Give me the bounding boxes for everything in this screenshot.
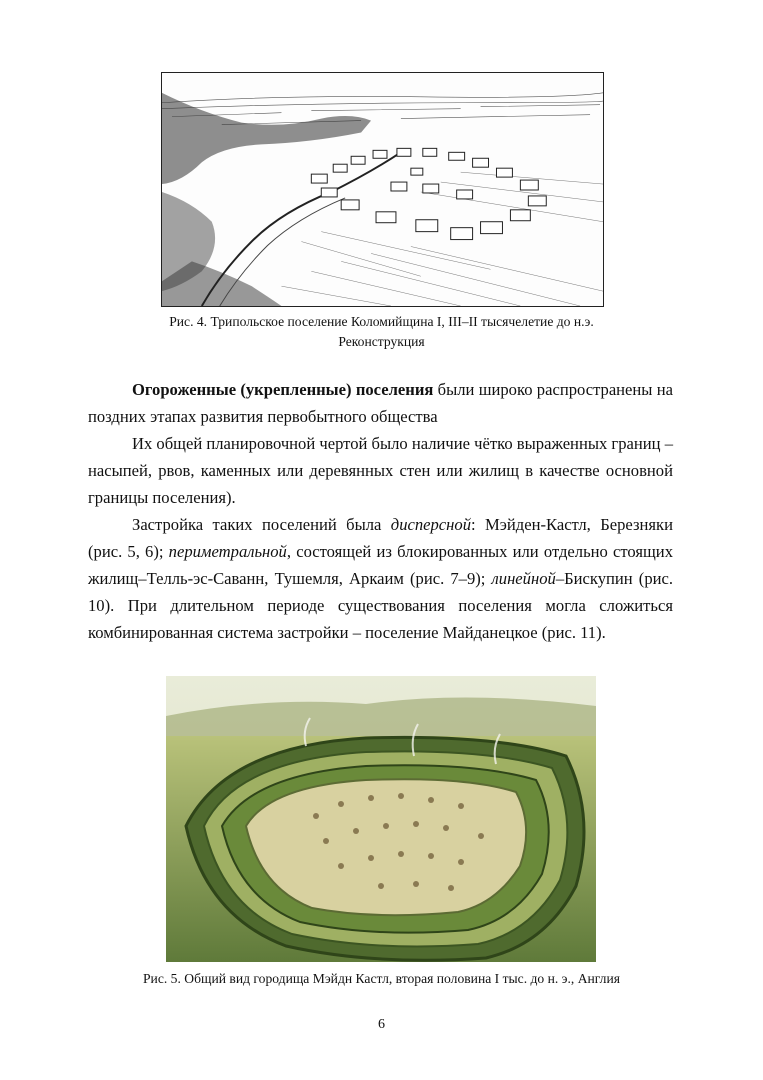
hillfort-painting-illustration	[166, 676, 596, 962]
figure-1-caption	[80, 312, 683, 352]
paragraph-2: Их общей планировочной чертой было наличие чётко выраженных границ – насыпей, рвов, каменных или деревянных стен или жилищ в качестве основной границы поселения).	[88, 434, 673, 507]
term-perimeter: периметральной	[168, 542, 287, 561]
page-number: 6	[378, 1017, 385, 1032]
figure-2-caption: Рис. 5. Общий вид городища Мэйдн Кастл, вторая половина I тыс. до н. э., Англия	[143, 971, 620, 986]
figure-maiden-castle-illustration	[166, 676, 596, 962]
figure-1-caption-line-1: Рис. 4. Трипольское поселение Коломийщина I, III–II тысячелетие до н.э.	[169, 314, 594, 329]
paragraph-1	[88, 376, 673, 430]
figure-1-caption-line-2: Реконструкция	[338, 334, 425, 349]
paragraph-1-text: были широко распространены на поздних этапах развития первобытного общества	[88, 380, 673, 426]
term-linear: линейной	[491, 569, 556, 588]
paragraph-3-text-e: , состоящей из блокированных или отдельно стоящих жилищ–Телль-эс-Саванн, Тушемля, Аркаим (рис. 7–9);	[88, 542, 673, 588]
paragraph-3-text-c: : Мэйден-Кастл, Березняки (рис. 5, 6);	[88, 515, 673, 561]
paragraph-3	[88, 511, 673, 646]
paragraph-1-bold-term: Огороженные (укрепленные) поселения	[132, 380, 434, 399]
body-text	[88, 376, 673, 646]
paragraph-3-text-g: –Бискупин (рис. 10). При длительном периоде существования поселения могла сложиться комбинированная система застройки – поселение Майданецкое (рис. 11).	[88, 569, 674, 642]
figure-trypillia-settlement-drawing	[161, 72, 604, 307]
paragraph-3-text-a: Застройка таких поселений была	[132, 515, 391, 534]
settlement-sketch-illustration	[162, 73, 603, 306]
term-dispersed: дисперсной	[390, 515, 472, 534]
